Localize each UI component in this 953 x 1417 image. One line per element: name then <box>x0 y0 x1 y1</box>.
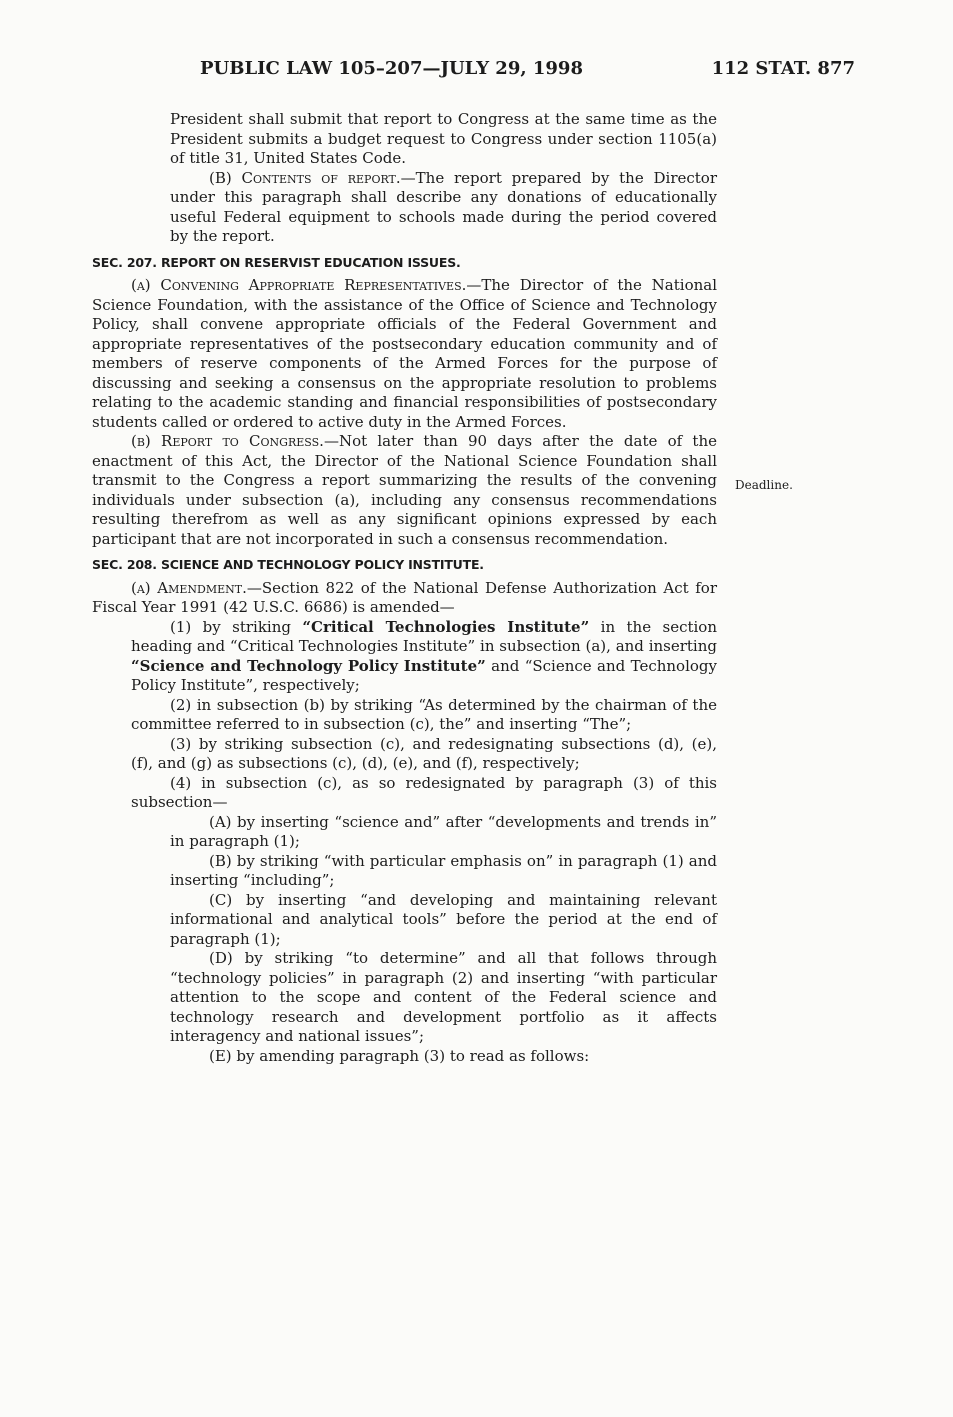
margin-note-deadline: Deadline. <box>735 478 793 492</box>
paragraph: (a) Convening Appropriate Representatives.—The Director of the National Science Foundation, with the assistance of the Office of Science and Technology Policy, shall convene appropriate officials of the Federal Government and appropriate representatives of the postsecondary education community and of members of reserve components of the Armed Forces for the purpose of discussing and seeking a consensus on the appropriate resolution to problems relating to the academic standing and financial responsibilities of postsecondary students called or ordered to active duty in the Armed Forces. <box>92 276 717 431</box>
list-item: (4) in subsection (c), as so redesignated by paragraph (3) of this subsection— <box>131 773 717 811</box>
list-item: (2) in subsection (b) by striking “As determined by the chairman of the committee referred to in subsection (c), the” and inserting “The”; <box>131 695 717 733</box>
paragraph: (B) Contents of report.—The report prepared by the Director under this paragraph shall describe any donations of educationally useful Federal equipment to schools made during the period covered by the report. <box>170 168 718 245</box>
running-header-page: 112 STAT. 877 <box>711 58 855 79</box>
list-item: (3) by striking subsection (c), and redesignating subsections (d), (e), (f), and (g) as subsections (c), (d), (e), and (f), respectively; <box>131 734 717 772</box>
list-item: (D) by striking “to determine” and all that follows through “technology policies” in paragraph (2) and inserting “with particular attention to the scope and content of the Federal science and technology research and development portfolio as it affects interagency and national issues”; <box>170 949 717 1045</box>
paragraph: (a) Amendment.—Section 822 of the National Defense Authorization Act for Fiscal Year 1991 (42 U.S.C. 6686) is amended— <box>92 578 717 616</box>
section-heading: SEC. 207. REPORT ON RESERVIST EDUCATION ISSUES. <box>92 254 461 270</box>
list-item: (A) by inserting “science and” after “developments and trends in” in paragraph (1); <box>170 812 717 850</box>
document-body <box>92 110 717 1066</box>
list-item: (B) by striking “with particular emphasis on” in paragraph (1) and inserting “including”; <box>170 851 717 889</box>
section-heading: SEC. 208. SCIENCE AND TECHNOLOGY POLICY INSTITUTE. <box>92 557 484 572</box>
list-item: (E) by amending paragraph (3) to read as follows: <box>209 1046 590 1065</box>
list-item: (C) by inserting “and developing and maintaining relevant informational and analytical tools” before the period at the end of paragraph (1); <box>170 890 717 948</box>
running-header-title: PUBLIC LAW 105–207—JULY 29, 1998 <box>200 58 583 79</box>
paragraph: (b) Report to Congress.—Not later than 90 days after the date of the enactment of this Act, the Director of the National Science Foundation shall transmit to the Congress a report summarizing the results of the convening individuals under subsection (a), including any consensus recommendations resulting therefrom as well as any significant opinions expressed by each participant that are not incorporated in such a consensus recommendation. <box>92 432 718 548</box>
list-item: (1) by striking “Critical Technologies Institute” in the section heading and “Critical Technologies Institute” in subsection (a), and inserting “Science and Technology Policy Institute” and “Science and Technology Policy Institute”, respectively; <box>131 617 717 694</box>
paragraph: President shall submit that report to Congress at the same time as the President submits a budget request to Congress under section 1105(a) of title 31, United States Code. <box>170 110 717 167</box>
